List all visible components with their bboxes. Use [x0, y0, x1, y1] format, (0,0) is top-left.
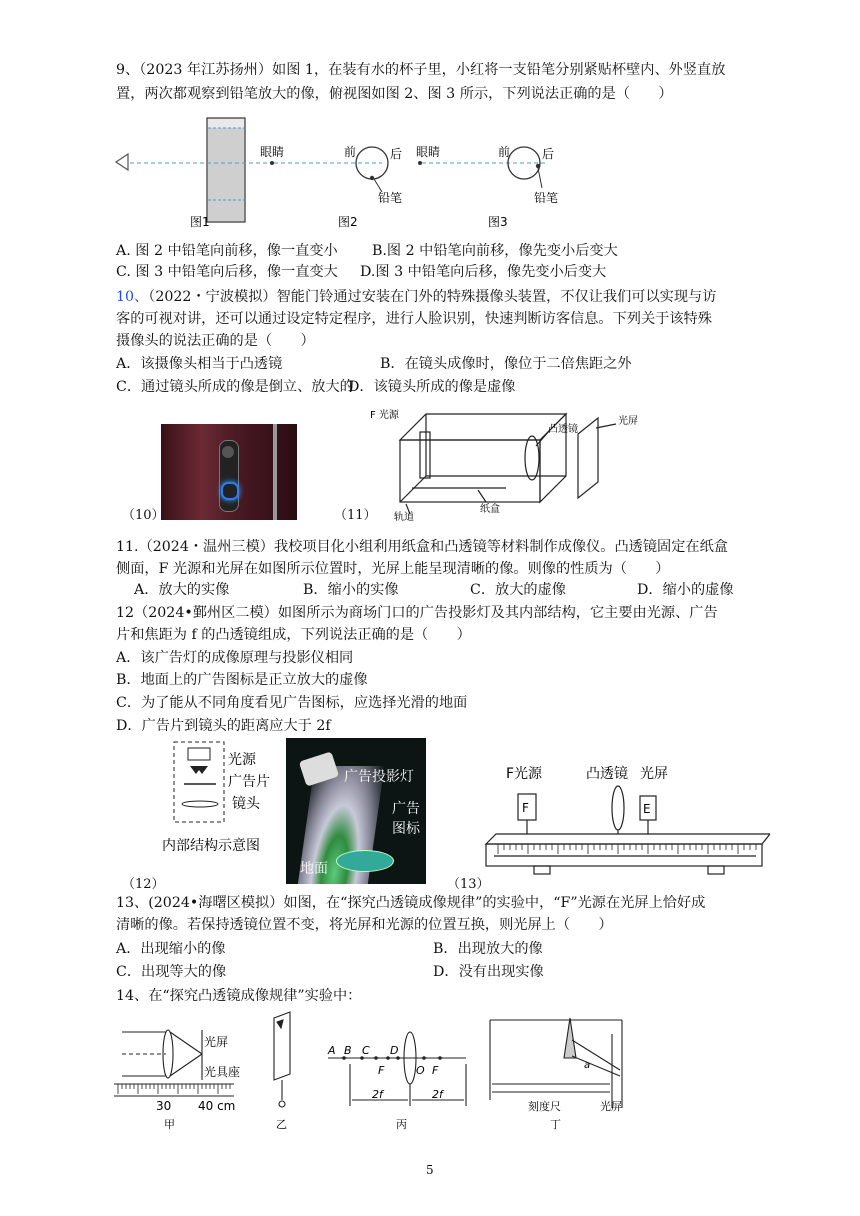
q13-stem-line2: 清晰的像。若保持透镜位置不变，将光屏和光源的位置互换，则光屏上（ ）: [116, 917, 613, 933]
q13-option-b: B．出现放大的像: [433, 941, 543, 957]
q10-option-b: B．在镜头成像时，像位于二倍焦距之外: [380, 356, 632, 372]
q14-figures: [114, 1010, 634, 1136]
eye-icon: [116, 154, 128, 170]
q12-option-d: D．广告片到镜头的距离应大于 2f: [116, 718, 331, 734]
svg-text:光具座: 光具座: [204, 1065, 241, 1079]
svg-text:后: 后: [390, 147, 403, 161]
q9-figure: [110, 108, 600, 233]
svg-text:F: F: [378, 1064, 385, 1077]
svg-text:轨道: 轨道: [394, 512, 414, 522]
svg-text:丁: 丁: [550, 1118, 561, 1131]
fig12-caption: （12）: [122, 877, 165, 892]
q13-option-c: C．出现等大的像: [116, 964, 227, 980]
q11-option-a: A．放大的实像: [134, 582, 230, 598]
q9-option-d: D.图 3 中铅笔向后移，像先变小后变大: [360, 264, 607, 280]
svg-text:光屏: 光屏: [600, 1100, 622, 1113]
fig3-caption: 图3: [488, 215, 508, 229]
q9-option-a: A. 图 2 中铅笔向前移，像一直变小: [116, 243, 338, 259]
camera-box-figure: [366, 404, 666, 522]
q10-stem-line3: 摄像头的说法正确的是（ ）: [116, 333, 315, 349]
doorbell-photo: [161, 424, 297, 520]
svg-text:30: 30: [156, 1099, 172, 1113]
svg-text:F: F: [432, 1064, 439, 1077]
svg-text:铅笔: 铅笔: [378, 191, 403, 205]
q11-stem-line2: 侧面，F 光源和光屏在如图所示位置时，光屏上能呈现清晰的像。则像的性质为（ ）: [116, 561, 670, 577]
svg-text:乙: 乙: [276, 1118, 287, 1131]
svg-text:光源: 光源: [228, 752, 256, 768]
q11-stem-line1: 11.（2024・温州三模）我校项目化小组利用纸盒和凸透镜等材料制作成像仪。凸透镜固定在纸盒: [116, 539, 728, 555]
svg-text:前: 前: [344, 145, 357, 159]
q9-option-c: C. 图 3 中铅笔向后移，像一直变大: [116, 264, 338, 280]
svg-text:后: 后: [542, 147, 555, 161]
q11-option-b: B．缩小的实像: [303, 582, 399, 598]
svg-text:光屏: 光屏: [618, 416, 638, 427]
svg-text:前: 前: [498, 145, 511, 159]
q12-stem-line2: 片和焦距为 f 的凸透镜组成，下列说法正确的是（ ）: [116, 627, 471, 643]
svg-text:光屏: 光屏: [204, 1035, 229, 1049]
svg-text:光屏: 光屏: [640, 766, 668, 782]
q11-option-c: C．放大的虚像: [470, 582, 566, 598]
svg-text:F 光源: F 光源: [370, 410, 399, 421]
fig2-eye-label: 眼睛: [260, 145, 285, 159]
svg-text:凸透镜: 凸透镜: [548, 424, 578, 435]
q13-option-d: D．没有出现实像: [433, 964, 544, 980]
svg-text:甲: 甲: [164, 1118, 175, 1131]
fig3-eye-label: 眼睛: [416, 145, 441, 159]
fig11-caption: （11）: [334, 508, 377, 523]
svg-text:镜头: 镜头: [232, 796, 260, 812]
optical-bench-figure: [480, 762, 770, 886]
svg-text:A: A: [328, 1044, 336, 1057]
svg-text:广告片: 广告片: [228, 774, 270, 790]
q9-option-b: B.图 2 中铅笔向前移，像先变小后变大: [372, 243, 618, 259]
q10-option-a: A．该摄像头相当于凸透镜: [116, 356, 283, 372]
q13-option-a: A．出现缩小的像: [116, 941, 226, 957]
q12-option-b: B．地面上的广告图标是正立放大的虚像: [116, 672, 368, 688]
inner-structure-caption: 内部结构示意图: [162, 838, 260, 854]
svg-text:40 cm: 40 cm: [198, 1099, 236, 1113]
svg-text:刻度尺: 刻度尺: [528, 1100, 561, 1113]
fig10-caption: （10）: [122, 508, 165, 523]
q13-stem-line1: 13、(2024•海曙区模拟）如图，在“探究凸透镜成像规律”的实验中，“F”光源在光屏上恰好成: [116, 895, 706, 911]
q10-stem-line2: 客的可视对讲，还可以通过设定特定程序，进行人脸识别，快速判断访客信息。下列关于该特殊: [116, 311, 712, 327]
q10-stem-line1: 10、（2022・宁波模拟）智能门铃通过安装在门外的特殊摄像头装置，不仅让我们可以实现与访: [116, 289, 717, 305]
svg-text:D: D: [390, 1044, 399, 1057]
q12-stem-line1: 12（2024•鄞州区二模）如图所示为商场门口的广告投影灯及其内部结构，它主要由光源、广告: [116, 605, 718, 621]
svg-text:B: B: [344, 1044, 352, 1057]
q10-option-c: C．通过镜头所成的像是倒立、放大的: [116, 379, 354, 395]
q9-stem-line1: 9、（2023 年江苏扬州）如图 1，在装有水的杯子里，小红将一支铅笔分别紧贴杯壁内、外竖直放: [116, 62, 726, 78]
q9-stem-line2: 置，两次都观察到铅笔放大的像，俯视图如图 2、图 3 所示，下列说法正确的是（ ）: [116, 86, 673, 102]
svg-text:F: F: [522, 801, 529, 815]
fig1-caption: 图1: [190, 215, 210, 229]
svg-text:C: C: [362, 1044, 370, 1057]
q12-option-a: A．该广告灯的成像原理与投影仪相同: [116, 650, 354, 666]
svg-text:纸盒: 纸盒: [480, 504, 500, 515]
svg-text:O: O: [416, 1064, 425, 1077]
svg-text:铅笔: 铅笔: [534, 191, 559, 205]
q12-option-c: C．为了能从不同角度看见广告图标，应选择光滑的地面: [116, 695, 468, 711]
svg-text:E: E: [643, 802, 651, 816]
svg-text:a: a: [584, 1060, 591, 1071]
q10-option-d: D．该镜头所成的像是虚像: [348, 379, 516, 395]
svg-text:F光源: F光源: [506, 766, 543, 782]
svg-text:丙: 丙: [396, 1118, 407, 1131]
svg-text:2f: 2f: [432, 1088, 443, 1101]
fig13-caption: （13）: [447, 877, 490, 892]
svg-text:2f: 2f: [372, 1088, 383, 1101]
fig2-caption: 图2: [338, 215, 358, 229]
q11-option-d: D．缩小的虚像: [637, 582, 734, 598]
projector-lamp-photo: 广告投影灯 广告 图标 地面: [286, 738, 426, 884]
page-number: 5: [426, 1163, 434, 1177]
q14-stem: 14、在“探究凸透镜成像规律”实验中：: [116, 988, 362, 1004]
projector-inner-diagram: [162, 738, 288, 860]
svg-text:凸透镜: 凸透镜: [586, 766, 628, 782]
